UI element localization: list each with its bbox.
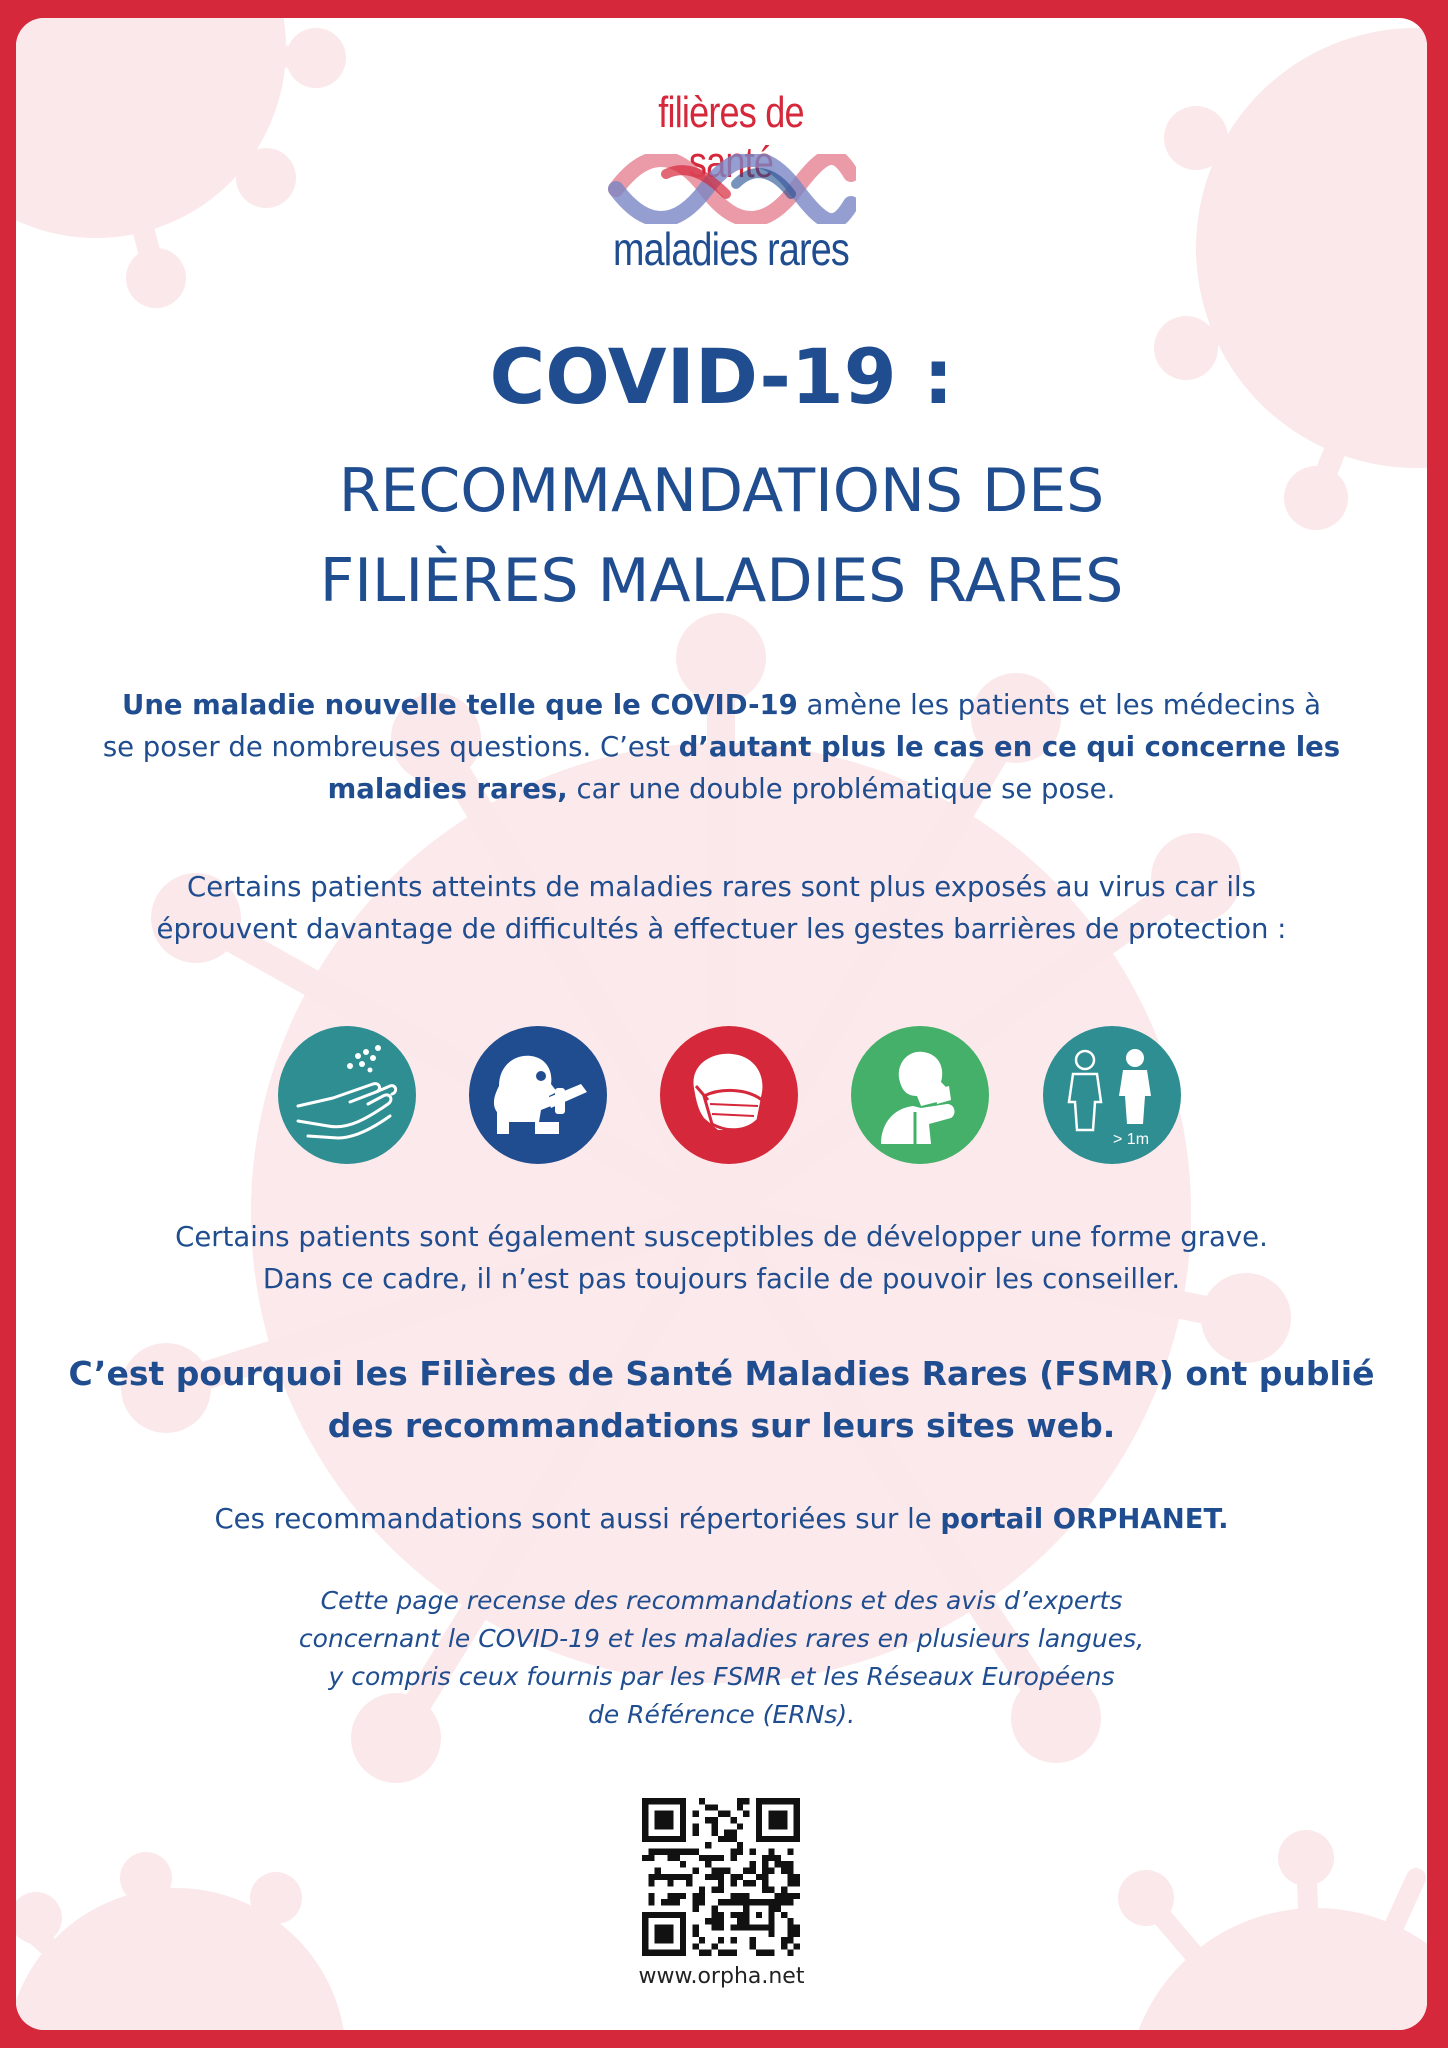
fsmr-paragraph	[56, 1348, 1387, 1452]
qr-code[interactable]	[642, 1798, 800, 1956]
intro-line-2	[76, 726, 1367, 768]
page-subtitle	[16, 446, 1427, 626]
distance-label: > 1m	[1113, 1131, 1150, 1148]
logo-text-top: filières de santé	[658, 88, 804, 187]
severity-line-1: Certains patients sont également susceptibles de développer une forme grave.	[175, 1221, 1268, 1253]
orphanet-paragraph	[76, 1498, 1367, 1540]
fsmr-line-2: des recommandations sur leurs sites web.	[327, 1406, 1116, 1445]
intro-line-1	[76, 684, 1367, 726]
wash-hands-icon	[278, 1026, 416, 1164]
exposure-line-1: Certains patients atteints de maladies rares sont plus exposés au virus car ils	[187, 871, 1256, 903]
note-paragraph	[136, 1582, 1307, 1734]
intro-bold-2: d’autant plus le cas en ce qui concerne les	[678, 731, 1341, 763]
fsmr-line-1: C’est pourquoi les Filières de Santé Maladies Rares (FSMR) ont publié	[68, 1354, 1375, 1393]
logo-text-bottom: maladies rares	[613, 223, 849, 275]
page-title: COVID-19 :	[489, 332, 954, 421]
intro-bold-1: Une maladie nouvelle telle que le COVID-19	[122, 689, 798, 721]
exposure-paragraph	[76, 866, 1367, 950]
intro-text-3: car une double problématique se pose.	[567, 773, 1116, 805]
note-line-1: Cette page recense des recommandations et des avis d’experts	[320, 1586, 1123, 1615]
severity-paragraph	[76, 1216, 1367, 1300]
intro-text-1: amène les patients et les médecins à	[797, 689, 1321, 721]
note-line-3: y compris ceux fournis par les FSMR et les Réseaux Européens	[328, 1662, 1115, 1691]
orphanet-text: Ces recommandations sont aussi répertoriées sur le	[214, 1503, 941, 1535]
orpha-url[interactable]: www.orpha.net	[638, 1964, 805, 1989]
orphanet-link[interactable]: portail ORPHANET.	[940, 1503, 1229, 1535]
severity-line-2: Dans ce cadre, il n’est pas toujours facile de pouvoir les conseiller.	[262, 1263, 1181, 1295]
fsmr-logo	[586, 84, 876, 284]
tissue-icon	[851, 1026, 989, 1164]
intro-bold-3: maladies rares,	[327, 773, 568, 805]
poster-card	[16, 18, 1427, 2030]
exposure-line-2: éprouvent davantage de difficultés à effectuer les gestes barrières de protection :	[156, 913, 1287, 945]
orphanet-line	[76, 1498, 1367, 1540]
note-line-4: de Référence (ERNs).	[587, 1700, 856, 1729]
note-line-2: concernant le COVID-19 et les maladies rares en plusieurs langues,	[298, 1624, 1145, 1653]
cough-elbow-icon	[469, 1026, 607, 1164]
helix-icon	[606, 154, 856, 224]
subtitle-line-2: FILIÈRES MALADIES RARES	[319, 546, 1124, 616]
intro-text-2: se poser de nombreuses questions. C’est	[102, 731, 679, 763]
barrier-gestures	[16, 1026, 1427, 1166]
intro-line-3	[76, 768, 1367, 810]
intro-paragraph	[76, 684, 1367, 810]
mask-icon	[660, 1026, 798, 1164]
subtitle-line-1: RECOMMANDATIONS DES	[338, 456, 1105, 526]
distance-icon	[1043, 1026, 1181, 1164]
